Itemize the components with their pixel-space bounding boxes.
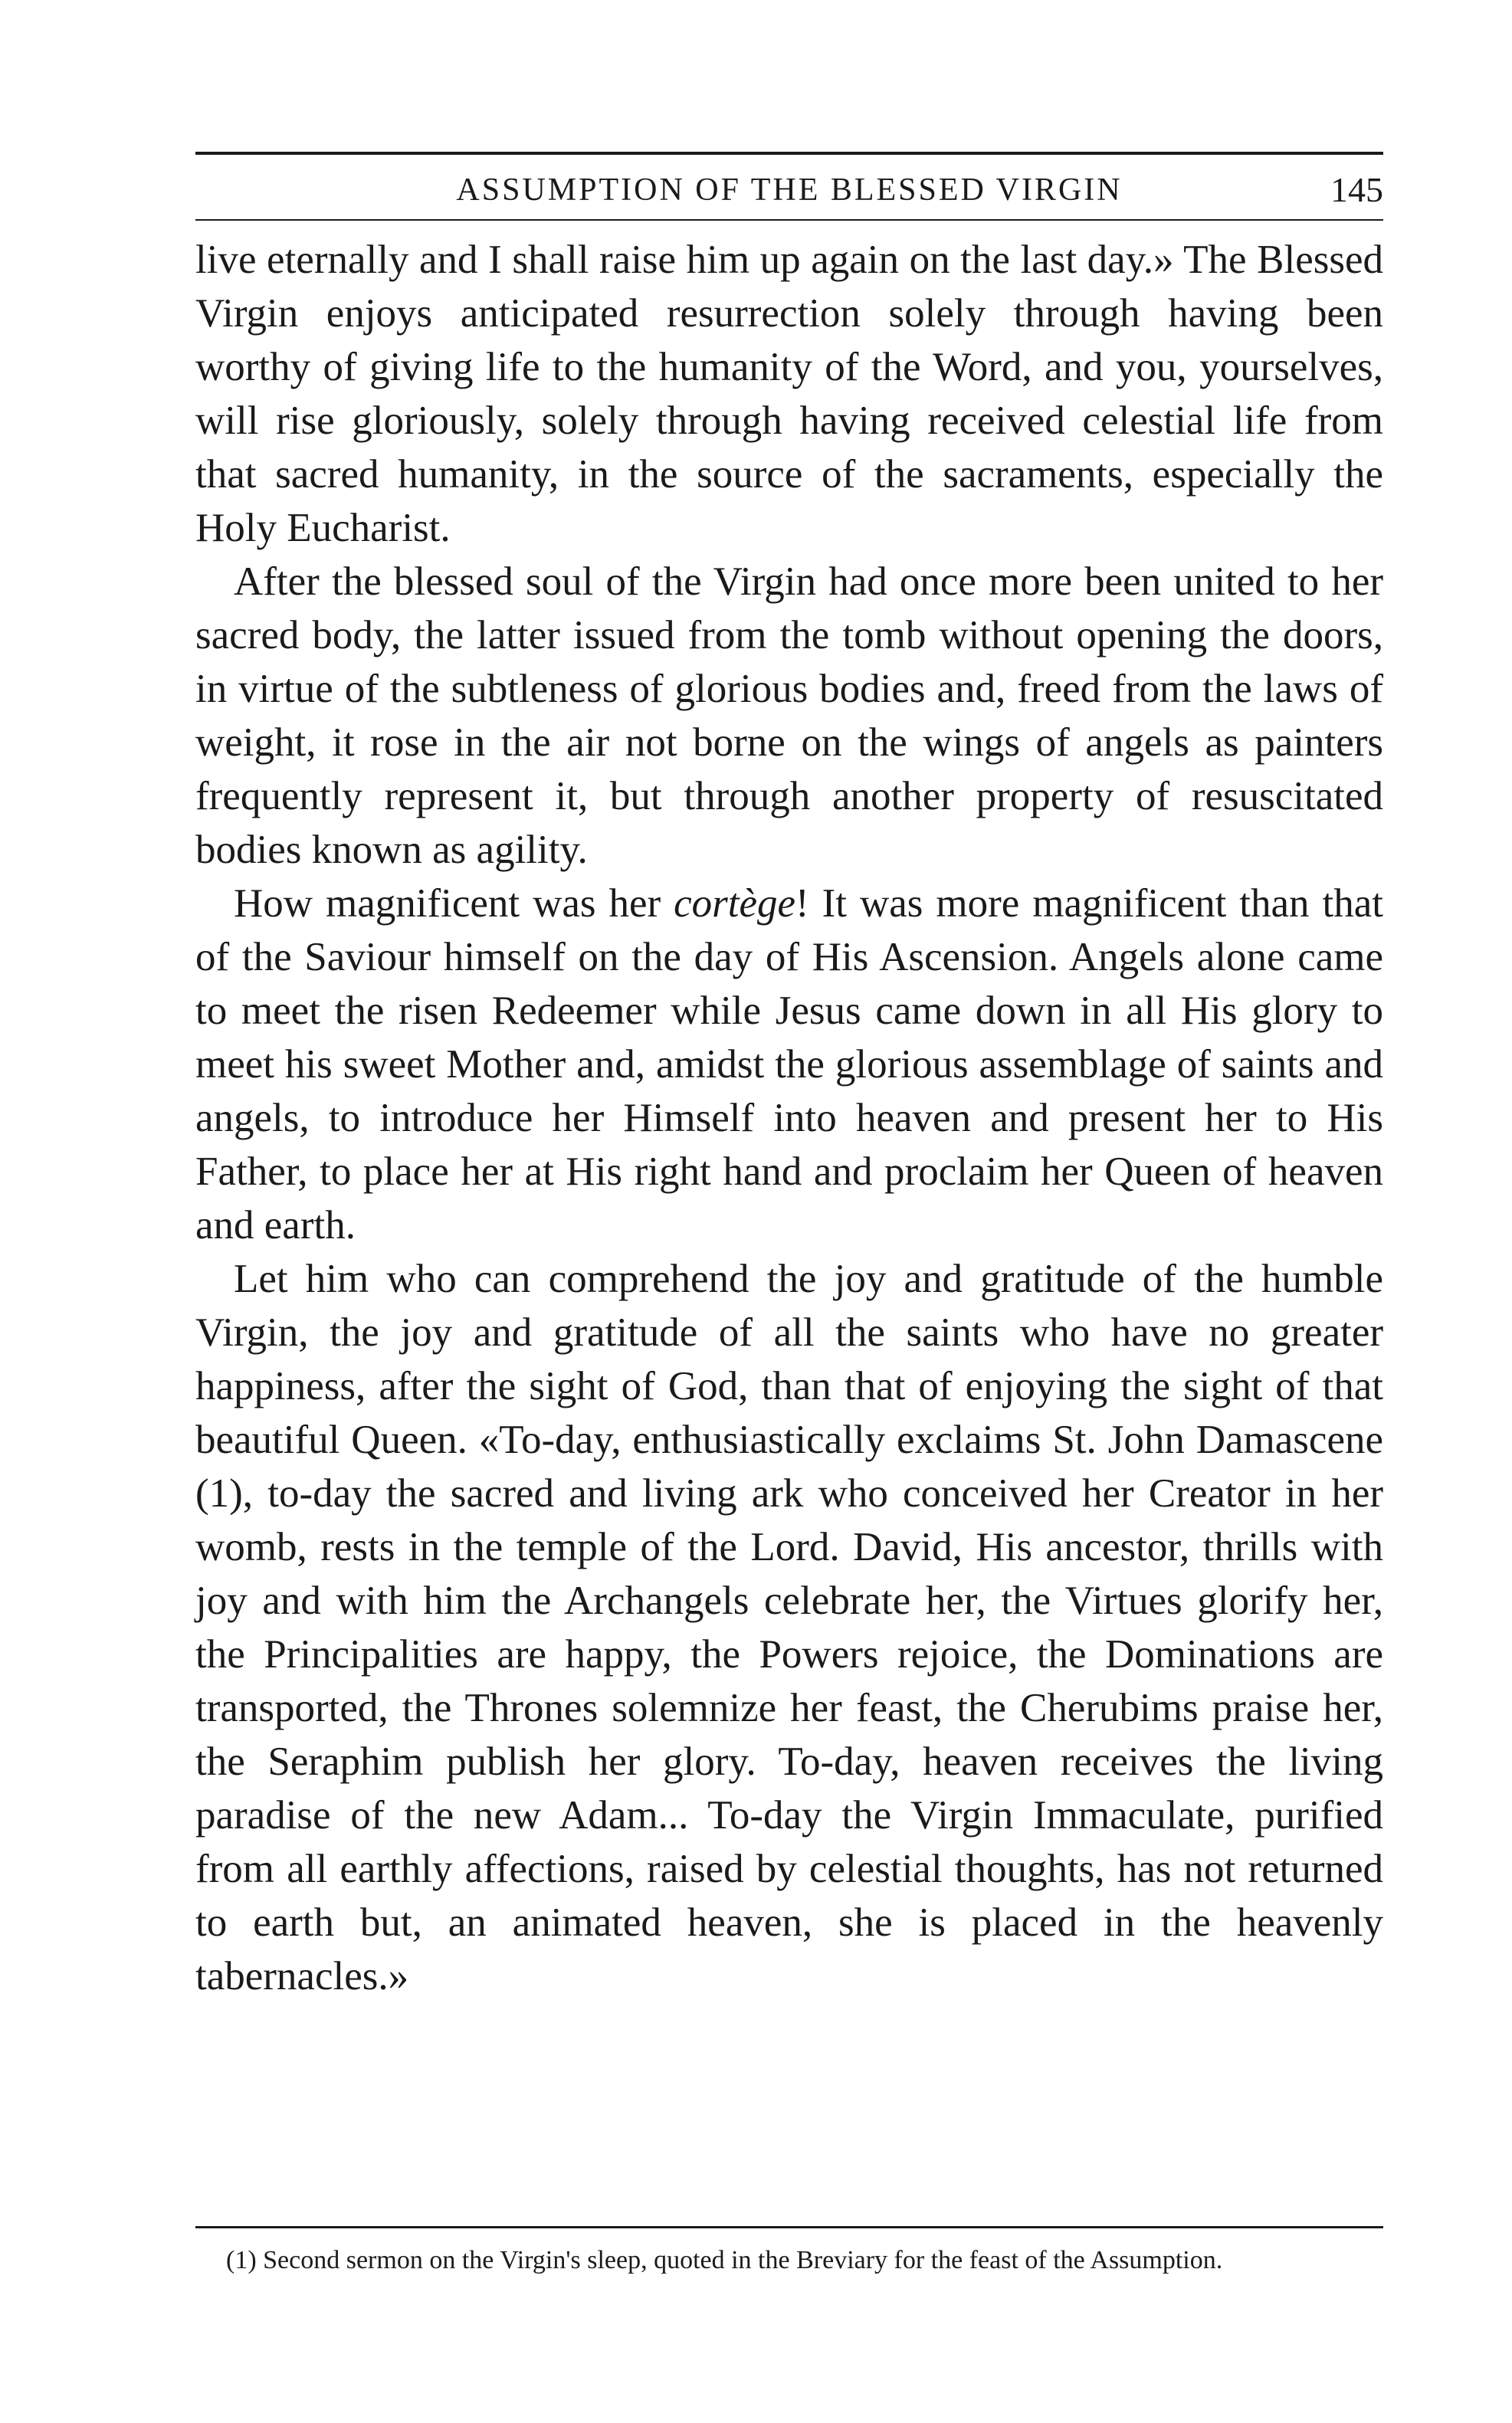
running-head — [195, 167, 1383, 213]
page-number: 145 — [1330, 170, 1383, 209]
running-title: ASSUMPTION OF THE BLESSED VIRGIN — [456, 172, 1123, 208]
body-text — [195, 233, 1383, 2003]
footnote-rule — [195, 2226, 1383, 2228]
italic-word-cortege: cortège — [674, 881, 796, 926]
top-rule — [195, 152, 1383, 155]
paragraph-2: After the blessed soul of the Virgin had once more been united to her sacred body, the latter issued from the tomb without opening the doors, in virtue of the subtleness of glorious bodies and, freed from the laws of weight, it rose in the air not borne on the wings of angels as painters frequently represent it, but through another property of resuscitated bodies known as agility. — [195, 559, 1383, 872]
paragraph-3 — [195, 877, 1383, 1252]
paragraph-1: live eternally and I shall raise him up again on the last day.» The Blessed Virgin enjoys anticipated resurrection solely through having been worthy of giving life to the humanity of the Word, and you, yourselves, will rise gloriously, solely through having received celestial life from that sacred humanity, in the source of the sacraments, especially the Holy Eucharist. — [195, 238, 1383, 550]
footnote: (1) Second sermon on the Virgin's sleep, quoted in the Breviary for the feast of the Assumption. — [226, 2246, 1223, 2274]
header-rule — [195, 219, 1383, 221]
paragraph-4: Let him who can comprehend the joy and gratitude of the humble Virgin, the joy and gratitude of all the saints who have no greater happiness, after the sight of God, than that of enjoying the sight of that beautiful Queen. «To-day, enthusiastically exclaims St. John Damascene (1), to-day the sacred and living ark who conceived her Creator in her womb, rests in the temple of the Lord. David, His ancestor, thrills with joy and with him the Archangels celebrate her, the Virtues glorify her, the Principalities are happy, the Powers rejoice, the Dominations are transported, the Thrones solemnize her feast, the Cherubims praise her, the Seraphim publish her glory. To-day, heaven receives the living paradise of the new Adam... To-day the Virgin Immaculate, purified from all earthly affections, raised by celestial thoughts, has not returned to earth but, an animated heaven, she is placed in the heavenly tabernacles.» — [195, 1257, 1383, 1998]
paragraph-3-start: How magnificent was her — [234, 881, 674, 926]
paragraph-3-rest: ! It was more magnificent than that of the Saviour himself on the day of His Ascension. Angels alone came to meet the risen Redeemer while Jesus came down in all His glory to meet his sweet Mother and, amidst the glorious assemblage of saints and angels, to introduce her Himself into heaven and present her to His Father, to place her at His right hand and proclaim her Queen of heaven and earth. — [195, 881, 1383, 1248]
